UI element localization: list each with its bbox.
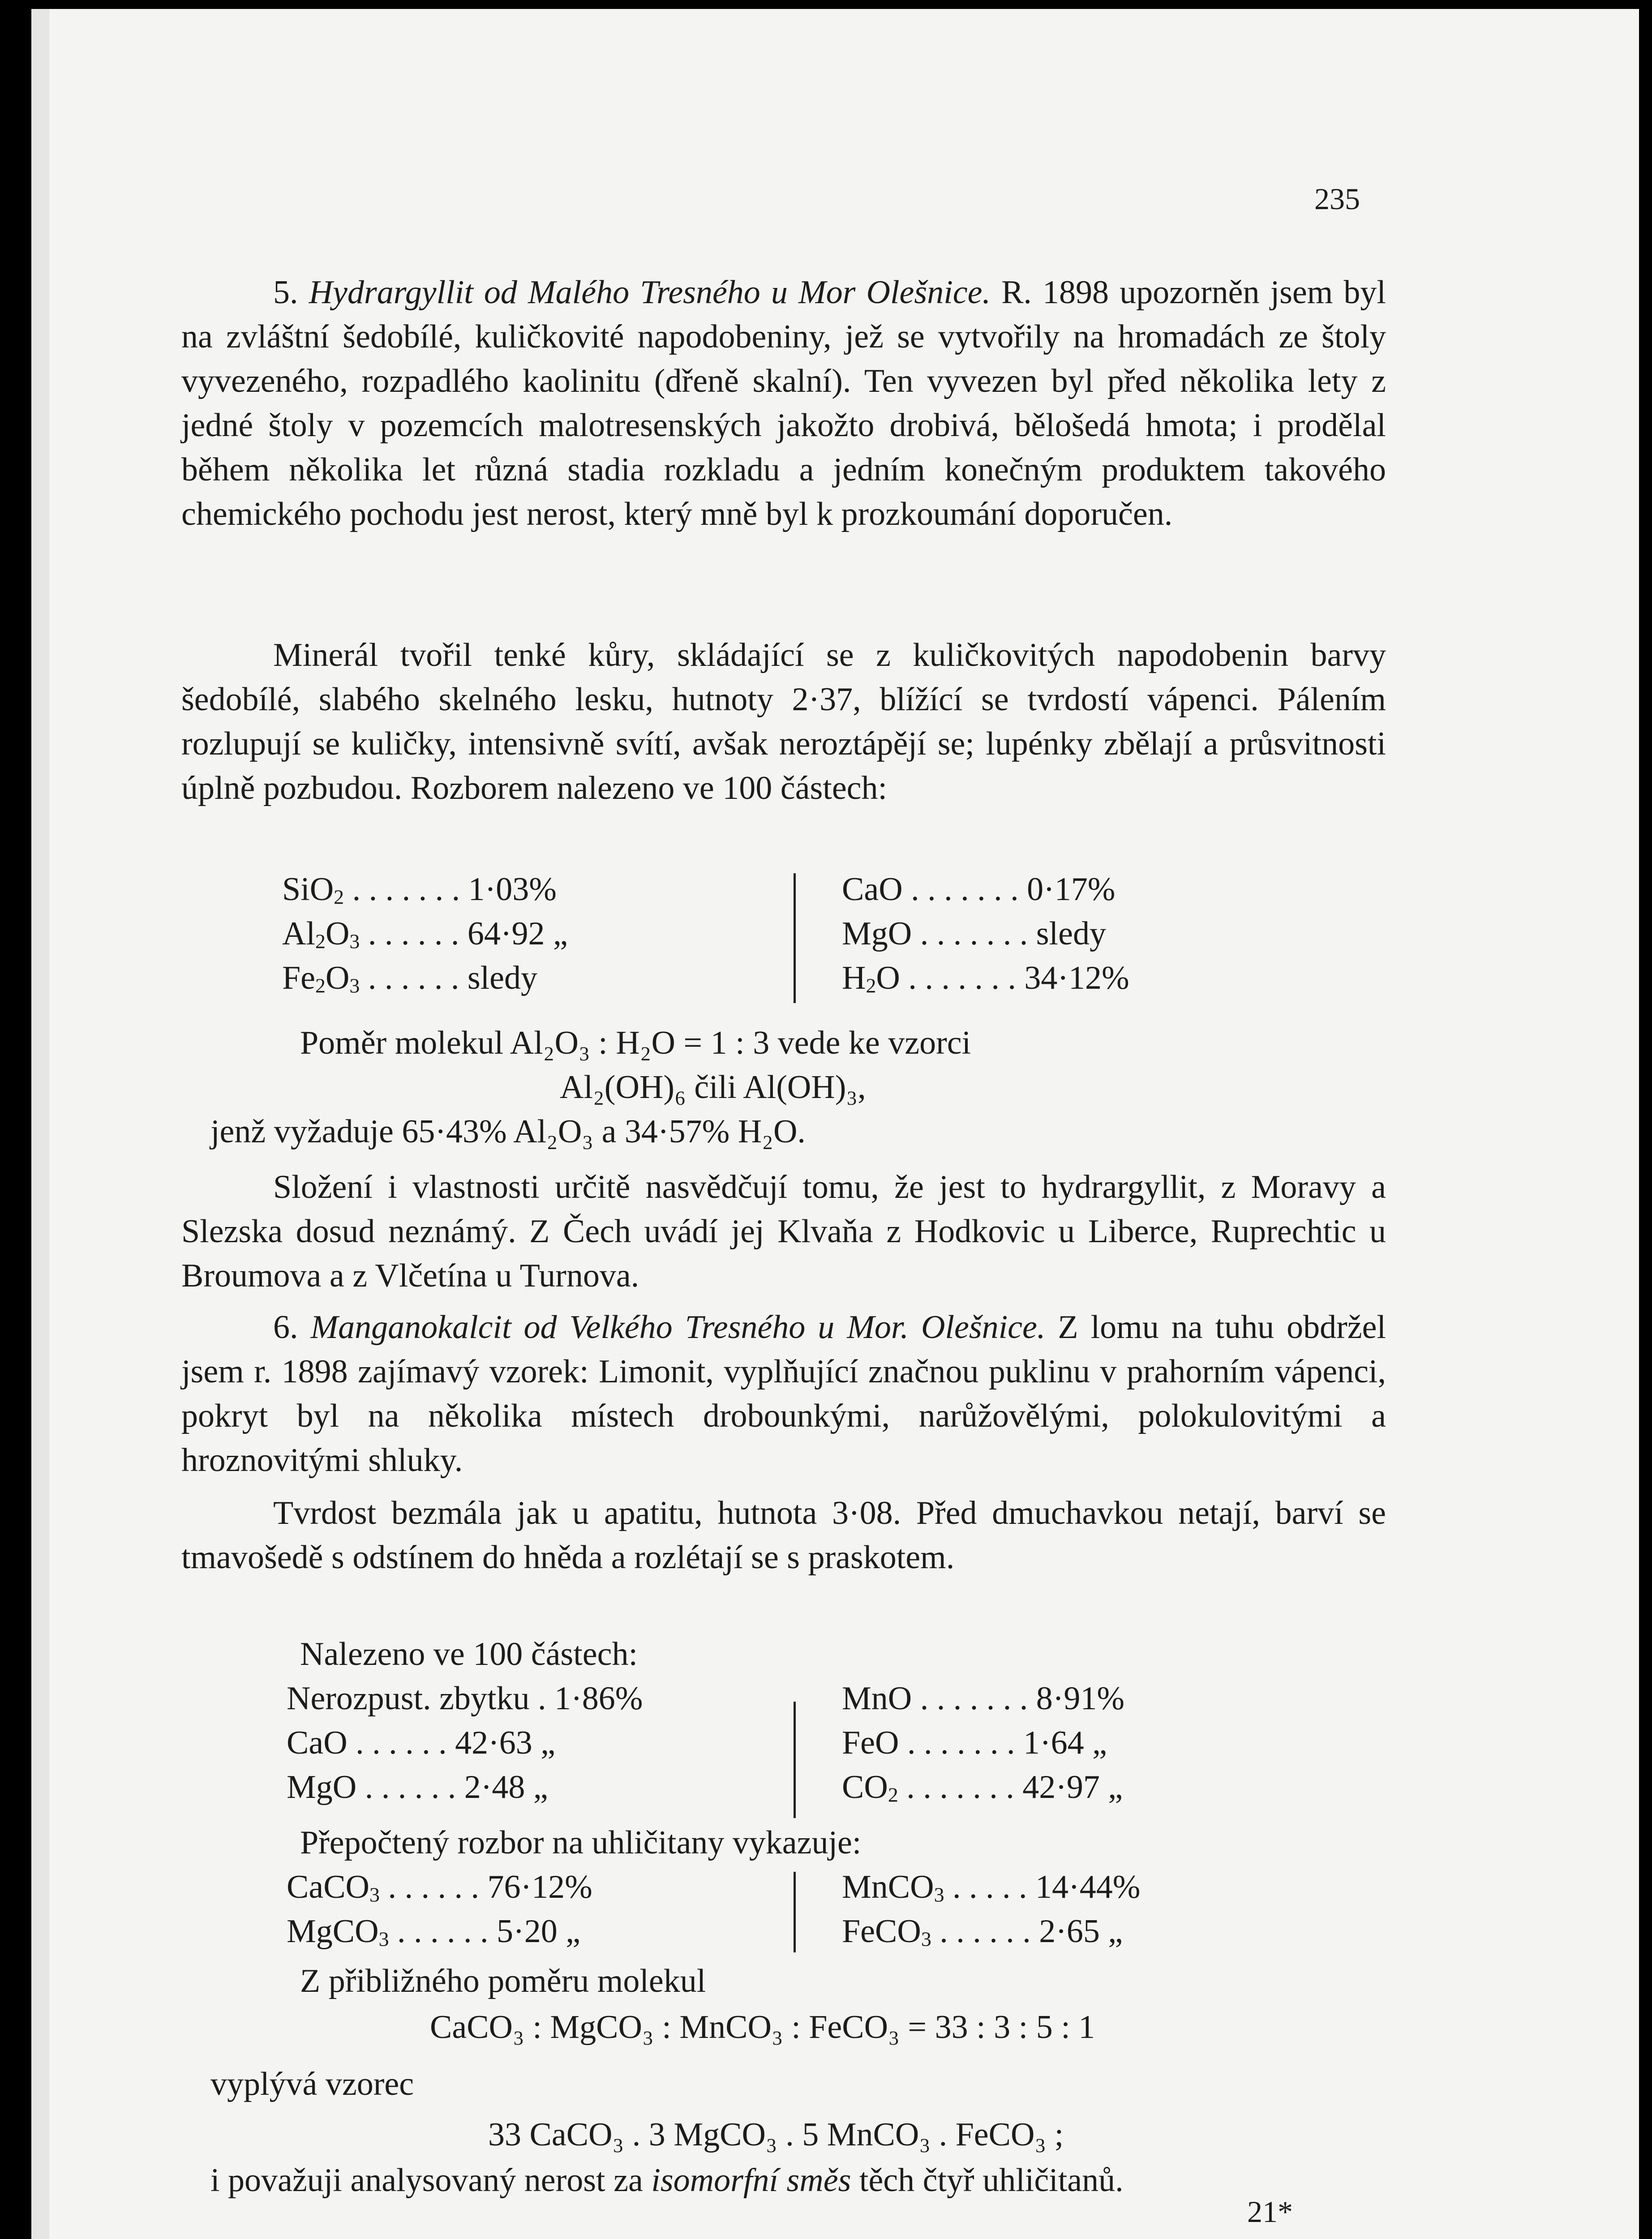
table-row: MnCO3 . . . . . 14·44% bbox=[842, 1869, 1141, 1906]
final-formula: 33 CaCO₃ . 3 MgCO₃ . 5 MnCO₃ . FeCO₃ ; bbox=[488, 2116, 1064, 2153]
emphasis: isomorfní směs bbox=[651, 2162, 851, 2199]
paragraph-hydrargyllit bbox=[181, 270, 1386, 536]
paragraph-mineral-properties: Minerál tvořil tenké kůry, skládající se z kuličkovitých napodobenin barvy šedobílé, slabého skelného lesku, hutnoty 2·37, blížící se tvrdostí vápenci. Pálením rozlupují se kuličky, intensivně svítí, avšak neroztápějí se; lupénky zbělají a průsvitnosti úplně pozbudou. Rozborem nalezeno ve 100 částech: bbox=[181, 637, 1386, 806]
table-row: CaO . . . . . . 42·63 „ bbox=[287, 1724, 556, 1761]
signature-mark: 21* bbox=[1247, 2195, 1293, 2229]
table-row: Fe2O3 . . . . . . sledy bbox=[282, 960, 538, 997]
table-row: Al2O3 . . . . . . 64·92 „ bbox=[282, 915, 568, 953]
table-row: Nerozpust. zbytku . 1·86% bbox=[287, 1680, 643, 1717]
table-row: SiO2 . . . . . . . 1·03% bbox=[282, 871, 557, 909]
paragraph-hardness: Tvrdost bezmála jak u apatitu, hutnota 3·08. Před dmuchavkou netají, barví se tmavošedě s odstínem do hněda a rozlétají se s praskotem. bbox=[181, 1495, 1386, 1576]
recalc-label: Přepočtený rozbor na uhličitany vykazuje: bbox=[300, 1824, 862, 1861]
paragraph-conclusion-hydrargyllit: Složení i vlastnosti určitě nasvědčují tomu, že jest to hydrargyllit, z Moravy a Slezska dosud neznámý. Z Čech uvádí jej Klvaňa z Hodkovic u Liberce, Ruprechtic u Broumova a z Vlčetína u Turnova. bbox=[181, 1169, 1386, 1294]
paragraph-manganokalcit bbox=[181, 1305, 1386, 1483]
table-row: H2O . . . . . . . 34·12% bbox=[842, 960, 1129, 997]
table-row: MgO . . . . . . 2·48 „ bbox=[287, 1769, 548, 1806]
yields-label: vyplývá vzorec bbox=[210, 2066, 414, 2102]
table-row: FeO . . . . . . . 1·64 „ bbox=[842, 1724, 1107, 1761]
paragraph-text: Z lomu na tuhu obdržel jsem r. 1898 zajímavý vzorek: Limonit, vyplňující značnou puklinu v prahorním vápenci, pokryt byl na několika místech drobounkými, narůžovělými, polokulovitými a hroznovitými shluky. bbox=[181, 1309, 1386, 1479]
conclusion-line: i považuji analysovaný nerost za isomorfní směs těch čtyř uhličitanů. bbox=[210, 2162, 1124, 2199]
section-title: Hydrargyllit od Malého Tresného u Mor Olešnice. bbox=[309, 274, 991, 311]
section-number: 5. bbox=[273, 274, 298, 311]
page-number: 235 bbox=[1314, 182, 1360, 216]
table-row: MgCO3 . . . . . . 5·20 „ bbox=[287, 1913, 581, 1951]
table-row: CaO . . . . . . . 0·17% bbox=[842, 871, 1116, 908]
table-row: FeCO3 . . . . . . 2·65 „ bbox=[842, 1913, 1123, 1951]
formula-line: Al₂(OH)₆ čili Al(OH)₃, bbox=[560, 1069, 866, 1106]
column-divider bbox=[794, 1872, 796, 1952]
column-divider bbox=[794, 1702, 796, 1818]
approx-formula: CaCO₃ : MgCO₃ : MnCO₃ : FeCO₃ = 33 : 3 : 5 : 1 bbox=[430, 2009, 1095, 2046]
section-number: 6. bbox=[273, 1309, 298, 1346]
table-row: MgO . . . . . . . sledy bbox=[842, 915, 1106, 952]
table-row: MnO . . . . . . . 8·91% bbox=[842, 1680, 1125, 1717]
requires-line: jenž vyžaduje 65·43% Al₂O₃ a 34·57% H₂O. bbox=[210, 1113, 806, 1150]
table-row: CaCO3 . . . . . . 76·12% bbox=[287, 1869, 592, 1906]
found-label: Nalezeno ve 100 částech: bbox=[300, 1636, 638, 1673]
column-divider bbox=[794, 873, 796, 1003]
table-row: CO2 . . . . . . . 42·97 „ bbox=[842, 1769, 1123, 1806]
approx-label: Z přibližného poměru molekul bbox=[300, 1963, 706, 1999]
page-edge bbox=[31, 9, 49, 2239]
paragraph-text: R. 1898 upozorněn jsem byl na zvláštní šedobílé, kuličkovité napodobeniny, jež se vytvořily na hromadách ze štoly vyvezeného, rozpadlého kaolinitu (dřeně skalní). Ten vyvezen byl před několika lety z jedné štoly v pozemcích malotresenských jakožto drobivá, bělošedá hmota; i prodělal během několika let různá stadia rozkladu a jedním konečným produktem takového chemického pochodu jest nerost, který mně byl k prozkoumání doporučen. bbox=[181, 274, 1386, 532]
section-title: Manganokalcit od Velkého Tresného u Mor. Olešnice. bbox=[310, 1309, 1046, 1346]
ratio-line: Poměr molekul Al₂O₃ : H₂O = 1 : 3 vede ke vzorci bbox=[300, 1025, 971, 1061]
